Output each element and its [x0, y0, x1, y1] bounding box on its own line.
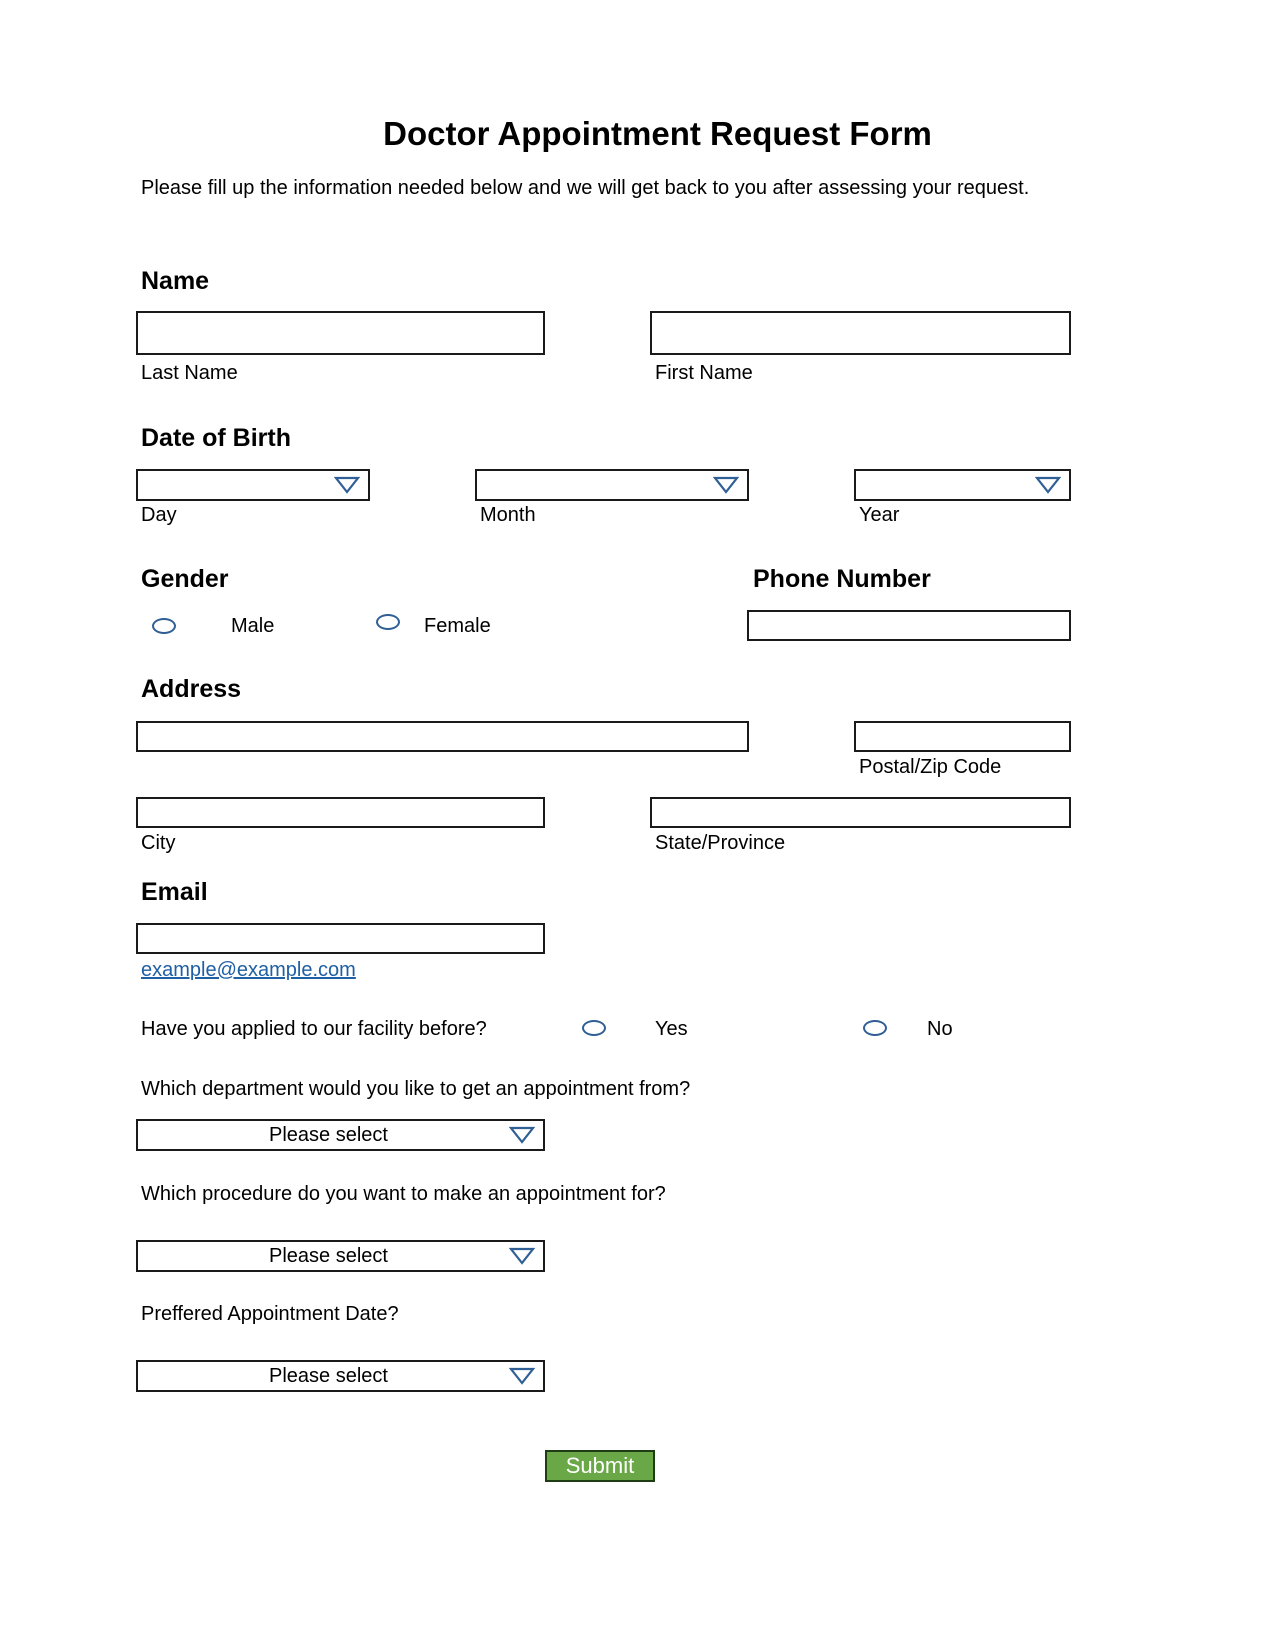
state-province-label: State/Province — [655, 832, 786, 854]
department-selected-value: Please select — [269, 1124, 388, 1146]
gender-female-radio[interactable] — [376, 614, 400, 630]
chevron-down-icon — [509, 1367, 535, 1385]
phone-heading: Phone Number — [753, 565, 931, 593]
applied-before-question: Have you applied to our facility before? — [141, 1018, 487, 1040]
gender-male-radio[interactable] — [152, 618, 176, 634]
street-address-input[interactable] — [136, 721, 749, 752]
city-label: City — [141, 832, 176, 854]
state-province-input[interactable] — [650, 797, 1071, 828]
appointment-date-selected-value: Please select — [269, 1365, 388, 1387]
department-select[interactable] — [136, 1119, 545, 1151]
dob-year-label: Year — [859, 504, 900, 526]
applied-yes-radio[interactable] — [582, 1020, 606, 1036]
email-heading: Email — [141, 878, 208, 906]
chevron-down-icon — [509, 1247, 535, 1265]
applied-yes-label: Yes — [655, 1018, 688, 1040]
email-example-hint: example@example.com — [141, 959, 356, 981]
dob-month-select[interactable] — [475, 469, 749, 501]
first-name-input[interactable] — [650, 311, 1071, 355]
submit-button[interactable]: Submit — [545, 1450, 655, 1482]
dob-month-label: Month — [480, 504, 536, 526]
chevron-down-icon — [509, 1126, 535, 1144]
first-name-label: First Name — [655, 362, 753, 384]
gender-male-label: Male — [231, 615, 275, 637]
procedure-question: Which procedure do you want to make an appointment for? — [141, 1183, 666, 1205]
dob-year-select[interactable] — [854, 469, 1071, 501]
chevron-down-icon — [334, 476, 360, 494]
procedure-select[interactable] — [136, 1240, 545, 1272]
dob-heading: Date of Birth — [141, 424, 291, 452]
last-name-label: Last Name — [141, 362, 238, 384]
department-question: Which department would you like to get an appointment from? — [141, 1078, 691, 1100]
postal-code-input[interactable] — [854, 721, 1071, 752]
chevron-down-icon — [713, 476, 739, 494]
city-input[interactable] — [136, 797, 545, 828]
chevron-down-icon — [1035, 476, 1061, 494]
email-input[interactable] — [136, 923, 545, 954]
form-intro: Please fill up the information needed below and we will get back to you after assessing your request. — [141, 177, 1030, 199]
gender-female-label: Female — [424, 615, 491, 637]
procedure-selected-value: Please select — [269, 1245, 388, 1267]
address-heading: Address — [141, 675, 242, 703]
name-heading: Name — [141, 267, 210, 295]
form-title: Doctor Appointment Request Form — [383, 115, 932, 152]
applied-no-label: No — [927, 1018, 953, 1040]
appointment-date-question: Preffered Appointment Date? — [141, 1303, 399, 1325]
phone-input[interactable] — [747, 610, 1071, 641]
appointment-date-select[interactable] — [136, 1360, 545, 1392]
dob-day-select[interactable] — [136, 469, 370, 501]
gender-heading: Gender — [141, 565, 229, 593]
last-name-input[interactable] — [136, 311, 545, 355]
postal-code-label: Postal/Zip Code — [859, 756, 1002, 778]
applied-no-radio[interactable] — [863, 1020, 887, 1036]
dob-day-label: Day — [141, 504, 177, 526]
